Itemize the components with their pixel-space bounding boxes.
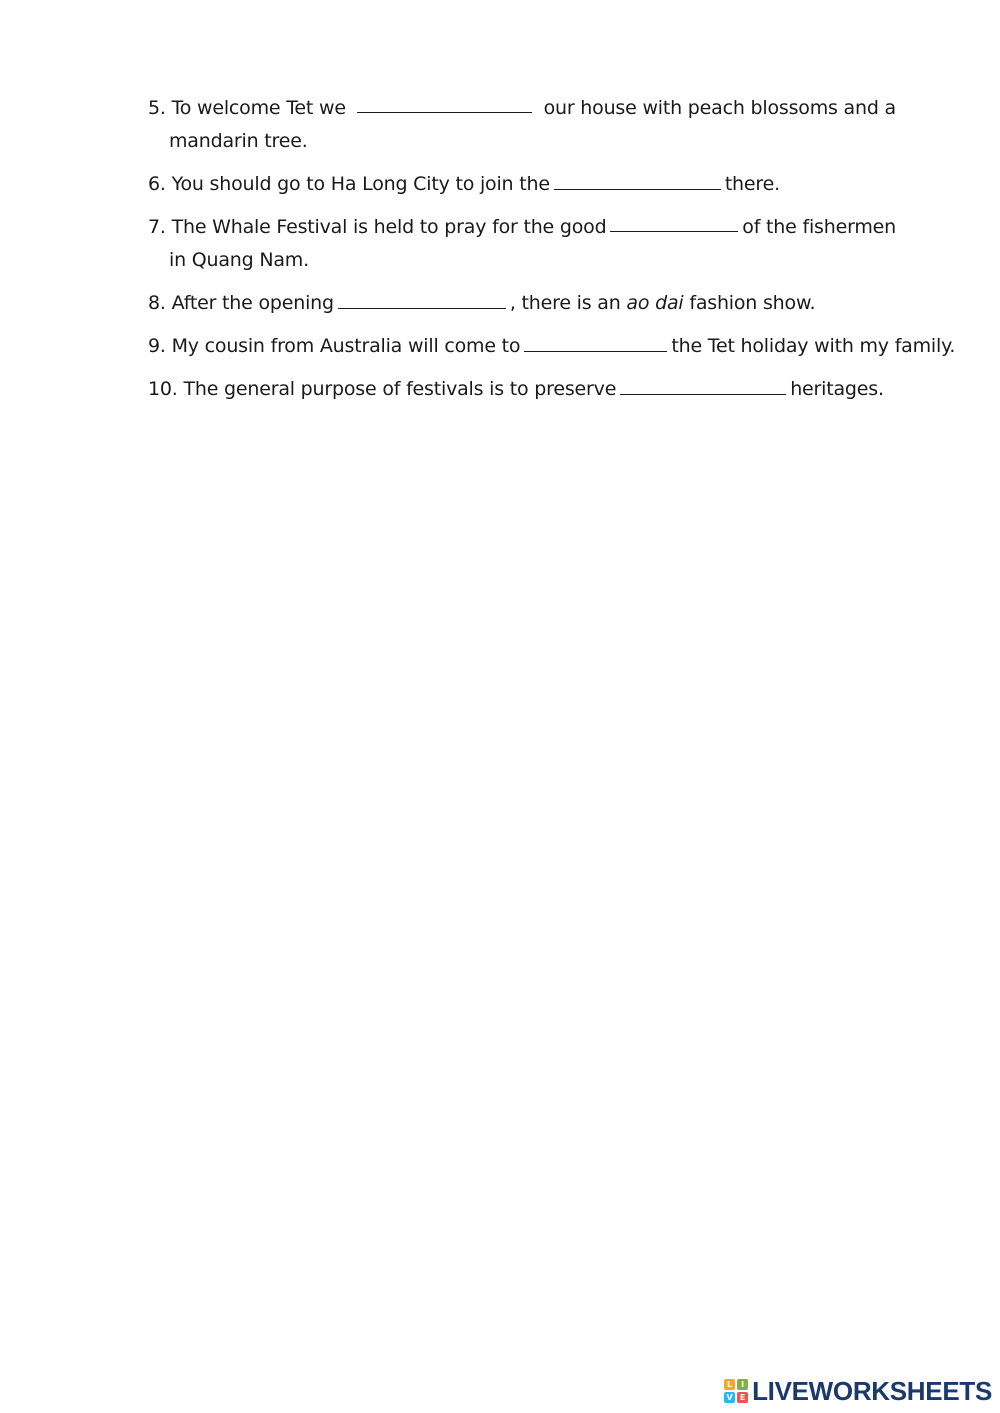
question-10 bbox=[148, 373, 896, 406]
question-text: heritages. bbox=[790, 378, 884, 400]
question-text: in Quang Nam. bbox=[169, 249, 309, 271]
question-5 bbox=[148, 92, 896, 158]
question-9 bbox=[148, 330, 956, 363]
question-text: , there is an bbox=[509, 292, 621, 314]
answer-blank-5[interactable] bbox=[357, 92, 532, 113]
question-text: the Tet holiday with my family. bbox=[671, 335, 956, 357]
question-line bbox=[148, 211, 896, 244]
question-text: 7. The Whale Festival is held to pray for the good bbox=[148, 216, 607, 238]
question-line bbox=[148, 244, 896, 277]
answer-blank-6[interactable] bbox=[554, 169, 721, 190]
question-text: of the fishermen bbox=[742, 216, 896, 238]
question-text: 6. You should go to Ha Long City to join the bbox=[148, 173, 550, 195]
question-line bbox=[148, 168, 896, 201]
question-line bbox=[148, 373, 896, 406]
question-text: 10. The general purpose of festivals is to preserve bbox=[148, 378, 617, 400]
question-text-italic: ao dai bbox=[626, 292, 684, 314]
question-line bbox=[148, 125, 896, 158]
question-text: 5. To welcome Tet we bbox=[148, 97, 346, 119]
question-line bbox=[148, 330, 956, 363]
answer-blank-9[interactable] bbox=[524, 331, 667, 352]
logo-mark-tile: I bbox=[737, 1379, 748, 1390]
liveworksheets-logo bbox=[724, 1376, 992, 1406]
worksheet bbox=[148, 92, 956, 406]
question-text: 9. My cousin from Australia will come to bbox=[148, 335, 521, 357]
logo-mark-tile: E bbox=[737, 1392, 748, 1403]
question-text: there. bbox=[724, 173, 780, 195]
answer-blank-8[interactable] bbox=[338, 288, 506, 309]
question-text: 8. After the opening bbox=[148, 292, 334, 314]
logo-text: LIVEWORKSHEETS bbox=[752, 1375, 992, 1406]
answer-blank-10[interactable] bbox=[620, 374, 786, 395]
question-line bbox=[148, 92, 896, 125]
question-6 bbox=[148, 168, 896, 201]
logo-mark-icon bbox=[724, 1379, 748, 1403]
question-text: fashion show. bbox=[689, 292, 816, 314]
question-text: mandarin tree. bbox=[169, 130, 308, 152]
question-7 bbox=[148, 211, 896, 277]
question-line bbox=[148, 287, 896, 320]
question-8 bbox=[148, 287, 896, 320]
answer-blank-7[interactable] bbox=[610, 211, 738, 232]
logo-mark-tile: V bbox=[724, 1392, 735, 1403]
logo-mark-tile: L bbox=[724, 1379, 735, 1390]
question-text: our house with peach blossoms and a bbox=[543, 97, 896, 119]
